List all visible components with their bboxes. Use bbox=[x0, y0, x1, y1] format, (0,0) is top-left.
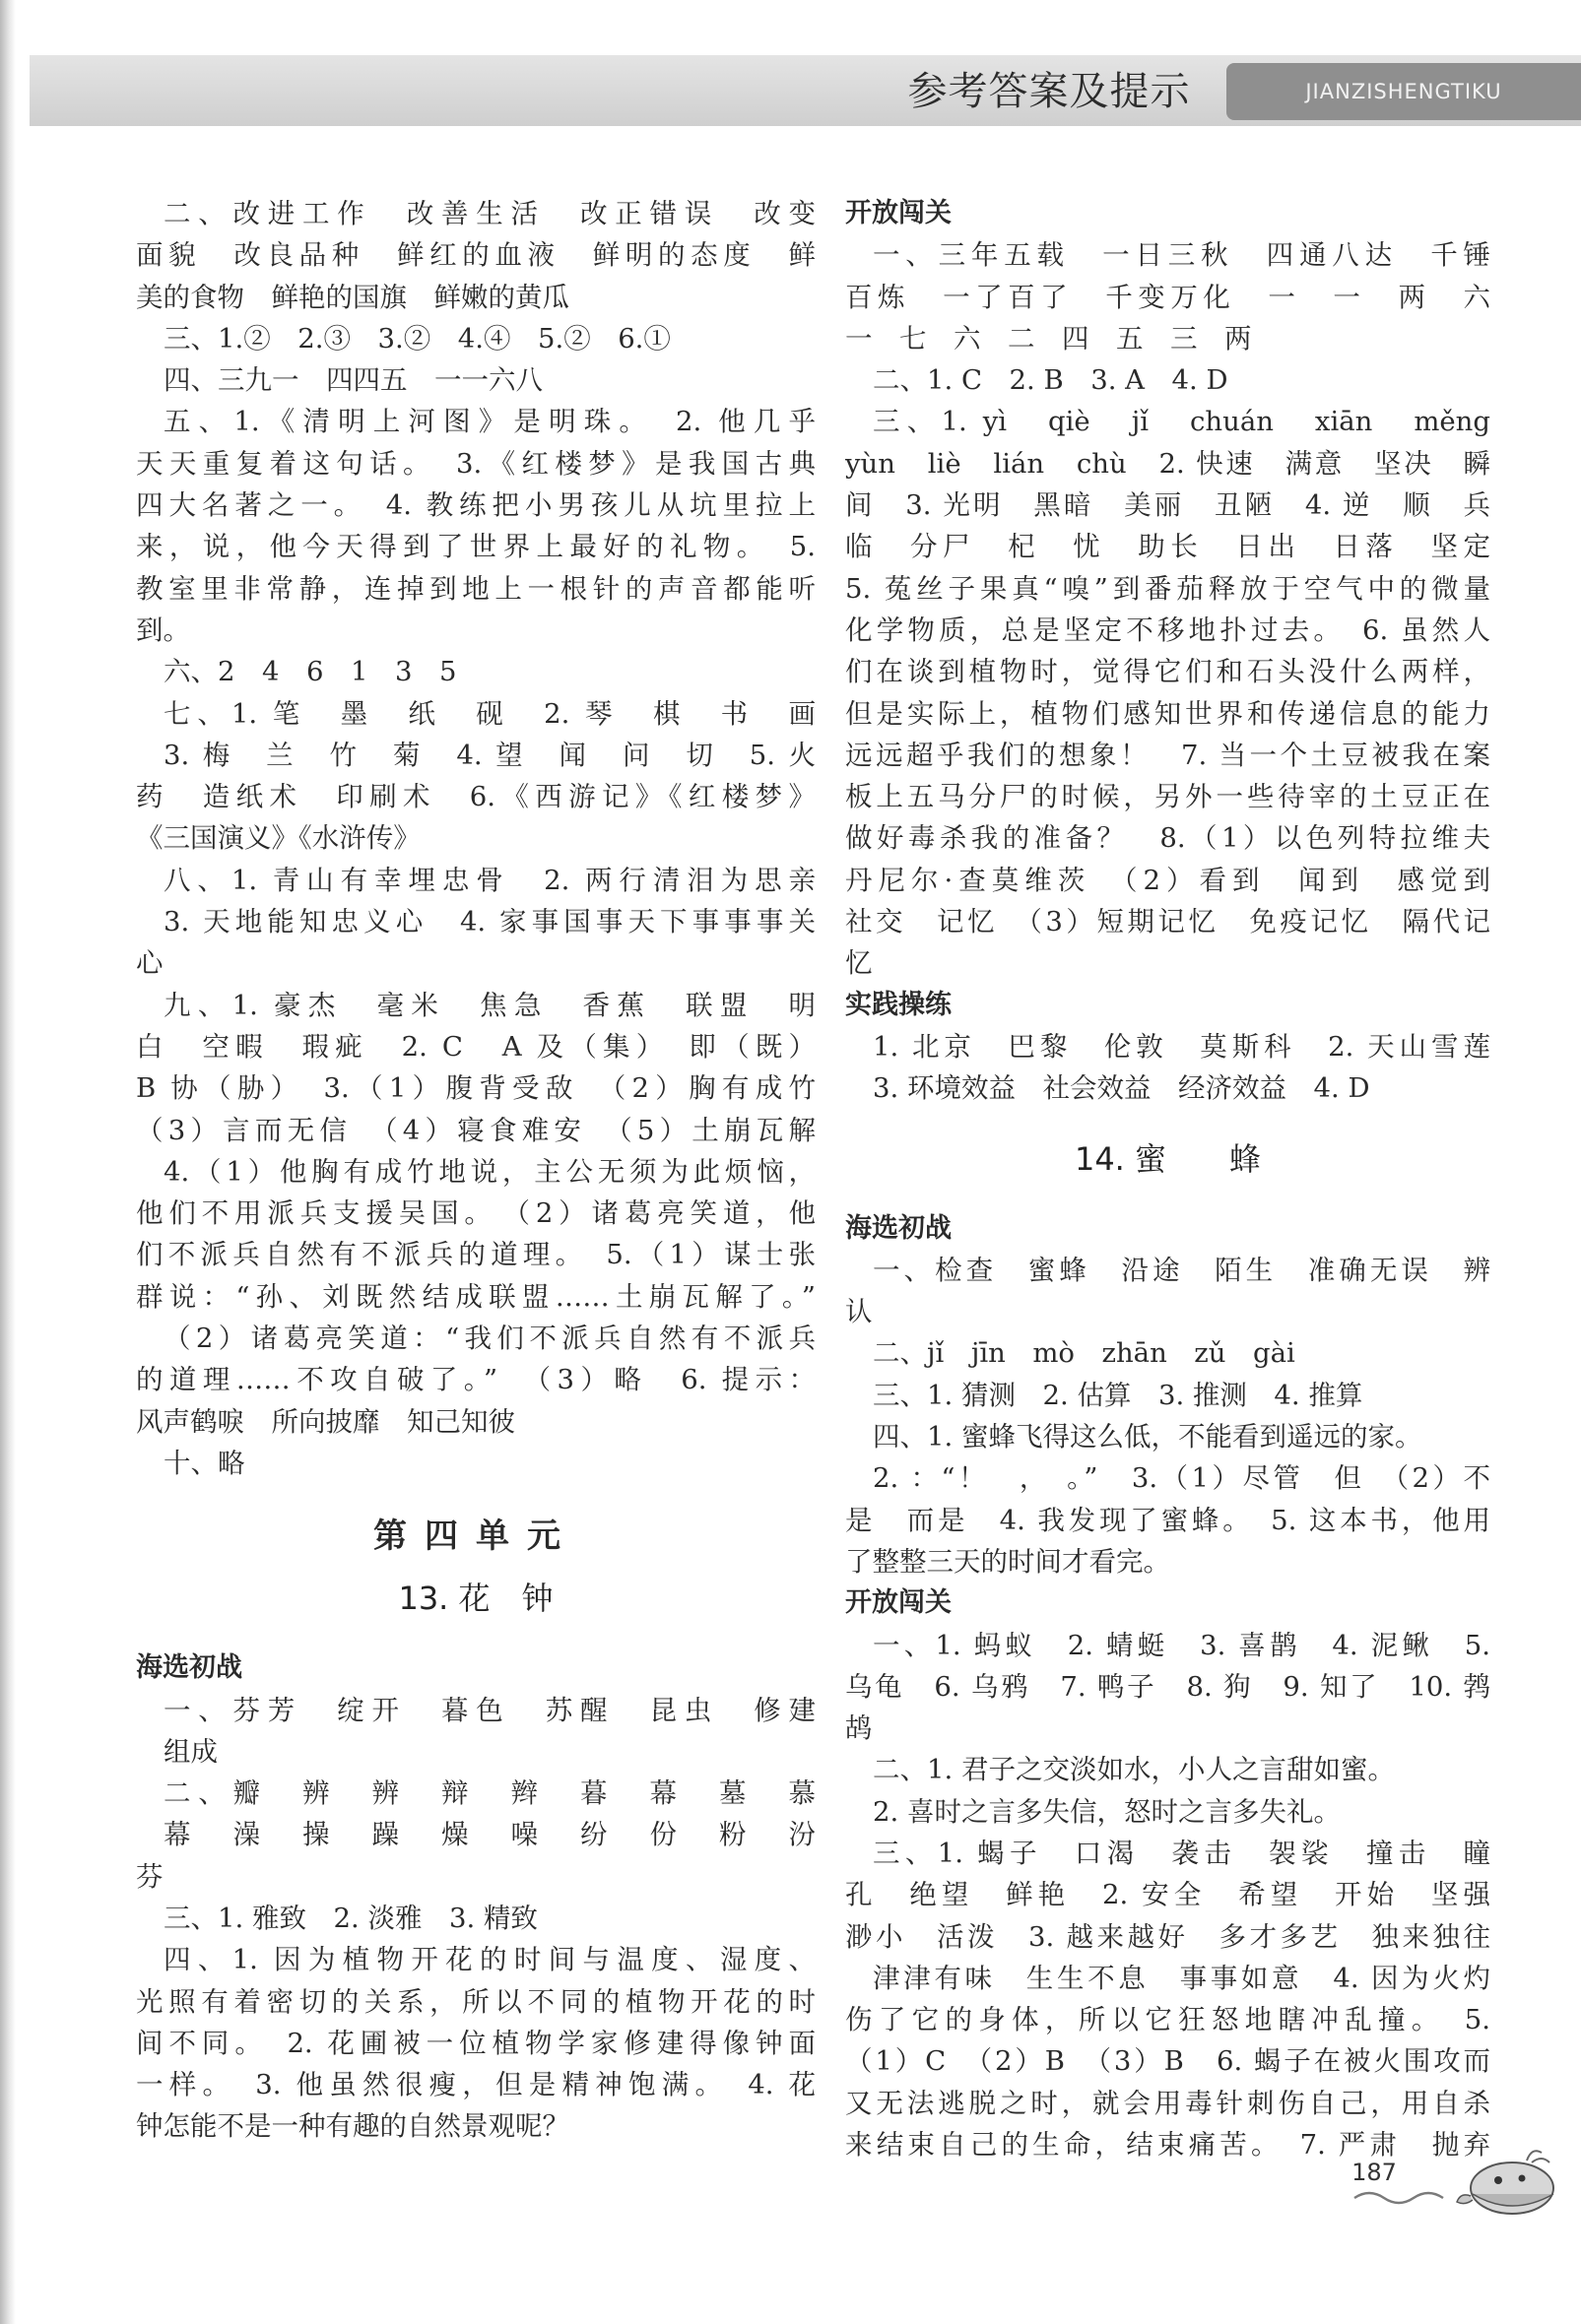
answer-line: 板上五马分尸的时候，另外一些待宰的土豆正在 bbox=[845, 781, 1490, 813]
answer-line: 组成 bbox=[164, 1735, 218, 1768]
answer-line: 津津有味 生生不息 事事如意 4. 因为火灼 bbox=[873, 1962, 1490, 1994]
answer-line: 二、1. C 2. B 3. A 4. D bbox=[873, 364, 1228, 397]
answer-line: 孔 绝望 鲜艳 2. 安全 希望 开始 坚强 bbox=[845, 1879, 1490, 1911]
answer-line: 幕 澡 操 躁 燥 噪 纷 份 粉 汾 bbox=[164, 1819, 816, 1851]
answer-line: 间 3. 光明 黑暗 美丽 丑陋 4. 逆 顺 兵 bbox=[845, 489, 1490, 522]
answer-line: 化学物质，总是坚定不移地扑过去。 6. 虽然人 bbox=[845, 613, 1490, 646]
answer-line: 二、改进工作 改善生活 改正错误 改变 bbox=[164, 198, 816, 229]
answer-line: 四、1. 蜜蜂飞得这么低，不能看到遥远的家。 bbox=[873, 1421, 1422, 1453]
answer-line: 远远超乎我们的想象！ 7. 当一个土豆被我在案 bbox=[845, 739, 1490, 771]
series-tag: JIANZISHENGTIKU bbox=[1226, 63, 1581, 120]
answer-line: 认 bbox=[845, 1296, 873, 1328]
page-number: 187 bbox=[1351, 2159, 1397, 2186]
answer-line: 心 bbox=[136, 947, 164, 980]
left-column bbox=[136, 193, 816, 2148]
answer-line: 2. ：“！ ， 。” 3.（1）尽管 但 （2）不 bbox=[873, 1462, 1490, 1495]
answer-line: 5. 菟丝子果真“嗅”到番茄释放于空气中的微量 bbox=[845, 572, 1490, 605]
answer-line: 来结束自己的生命，结束痛苦。 7. 严肃 抛弃 bbox=[845, 2129, 1490, 2162]
answer-line: 六、2 4 6 1 3 5 bbox=[164, 656, 457, 688]
answer-line: 了整整三天的时间才看完。 bbox=[845, 1545, 1170, 1578]
answer-line: 一样。 3. 他虽然很瘦，但是精神饱满。 4. 花 bbox=[136, 2069, 816, 2101]
answer-line: 十、略 bbox=[164, 1447, 245, 1479]
answer-line: 们在谈到植物时，觉得它们和石头没什么两样， bbox=[845, 656, 1490, 688]
answer-line: 八、1. 青山有幸埋忠骨 2. 两行清泪为思亲 bbox=[164, 864, 816, 896]
answer-line: 教室里非常静，连掉到地上一根针的声音都能听 bbox=[136, 572, 816, 605]
answer-line: 天天重复着这句话。 3.《红楼梦》是我国古典 bbox=[136, 447, 816, 480]
answer-line: （3）言而无信 （4）寝食难安 （5）土崩瓦解 bbox=[136, 1114, 816, 1146]
answer-line: 渺小 活泼 3. 越来越好 多才多艺 独来独往 bbox=[845, 1920, 1490, 1953]
answer-line: 《三国演义》《水浒传》 bbox=[136, 822, 421, 855]
answer-line: 群说：“孙、刘既然结成联盟……土崩瓦解了。” bbox=[136, 1280, 816, 1313]
answer-line: 钟怎能不是一种有趣的自然景观呢？ bbox=[136, 2110, 569, 2143]
answer-line: 4.（1）他胸有成竹地说，主公无须为此烦恼， bbox=[164, 1155, 816, 1188]
lesson-title: 13. 花 钟 bbox=[398, 1580, 554, 1618]
section-heading: 开放闯关 bbox=[845, 198, 952, 228]
answer-line: 光照有着密切的关系，所以不同的植物开花的时 bbox=[136, 1985, 816, 2018]
answer-line: 他们不用派兵支援吴国。 （2）诸葛亮笑道，他 bbox=[136, 1197, 816, 1230]
answer-line: 一、芬芳 绽开 暮色 苏醒 昆虫 修建 bbox=[164, 1694, 816, 1726]
answer-line: 药 造纸术 印刷术 6.《西游记》《红楼梦》 bbox=[136, 781, 816, 813]
answer-line: 社交 记忆 （3）短期记忆 免疫记忆 隔代记 bbox=[845, 906, 1490, 938]
section-heading: 实践操练 bbox=[845, 989, 952, 1020]
answer-line: 来，说，他今天得到了世界上最好的礼物。 5. bbox=[136, 531, 816, 563]
answer-line: 风声鹤唳 所向披靡 知己知彼 bbox=[136, 1405, 515, 1438]
answer-line: 二、1. 君子之交淡如水，小人之言甜如蜜。 bbox=[873, 1754, 1395, 1786]
section-heading: 海选初战 bbox=[845, 1212, 952, 1244]
answer-line: （2）诸葛亮笑道：“我们不派兵自然有不派兵 bbox=[164, 1323, 816, 1355]
unit-title: 第四单元 bbox=[373, 1517, 578, 1557]
answer-line: 四大名著之一。 4. 教练把小男孩儿从坑里拉上 bbox=[136, 489, 816, 522]
answer-line: 三、1. 猜测 2. 估算 3. 推测 4. 推算 bbox=[873, 1379, 1363, 1411]
answer-line: 四、1. 因为植物开花的时间与温度、湿度、 bbox=[164, 1944, 816, 1976]
answer-line: 面貌 改良品种 鲜红的血液 鲜明的态度 鲜 bbox=[136, 239, 816, 272]
answer-line: 三、1.② 2.③ 3.② 4.④ 5.② 6.① bbox=[164, 322, 671, 355]
answer-line: 一、三年五载 一日三秋 四通八达 千锤 bbox=[873, 239, 1490, 272]
answer-line: 3. 天地能知忠义心 4. 家事国事天下事事事关 bbox=[164, 906, 816, 938]
answer-line: 又无法逃脱之时，就会用毒针刺伤自己，用自杀 bbox=[845, 2087, 1490, 2119]
answer-line: 芬 bbox=[136, 1860, 164, 1893]
answer-line: B 协（胁） 3.（1）腹背受敌 （2）胸有成竹 bbox=[136, 1072, 816, 1105]
answer-line: 忆 bbox=[845, 947, 873, 980]
answer-line: 是 而是 4. 我发现了蜜蜂。 5. 这本书，他用 bbox=[845, 1504, 1490, 1536]
answer-line: 三、1. yì qiè jǐ chuán xiān měng bbox=[873, 406, 1490, 438]
answer-line: 白 空暇 瑕疵 2. C A 及（集） 即（既） bbox=[136, 1030, 816, 1063]
answer-line: 但是实际上，植物们感知世界和传递信息的能力 bbox=[845, 697, 1490, 730]
answer-line: 鸪 bbox=[845, 1712, 873, 1745]
page-binding-edge bbox=[0, 0, 16, 2324]
answer-line: 乌龟 6. 乌鸦 7. 鸭子 8. 狗 9. 知了 10. 鹁 bbox=[845, 1670, 1490, 1703]
answer-line: 做好毒杀我的准备？ 8.（1）以色列特拉维夫 bbox=[845, 822, 1490, 855]
section-heading: 开放闯关 bbox=[845, 1587, 952, 1619]
answer-line: 间不同。 2. 花圃被一位植物学家修建得像钟面 bbox=[136, 2027, 816, 2059]
answer-line: 七、1. 笔 墨 纸 砚 2. 琴 棋 书 画 bbox=[164, 697, 816, 730]
answer-line: 到。 bbox=[136, 613, 190, 646]
answer-line: 1. 北京 巴黎 伦敦 莫斯科 2. 天山雪莲 bbox=[873, 1030, 1490, 1063]
answer-line: 2. 喜时之言多失信，怒时之言多失礼。 bbox=[873, 1795, 1341, 1828]
section-heading: 海选初战 bbox=[136, 1652, 242, 1684]
lesson-title: 14. 蜜 蜂 bbox=[1074, 1139, 1262, 1178]
answer-line: 四、三九一 四四五 一一六八 bbox=[164, 364, 543, 397]
answer-line: 一、1. 蚂蚁 2. 蜻蜓 3. 喜鹊 4. 泥鳅 5. bbox=[873, 1629, 1490, 1661]
answer-line: 一 七 六 二 四 五 三 两 bbox=[845, 322, 1252, 355]
answer-line: 百炼 一了百了 千变万化 一 一 两 六 bbox=[845, 281, 1490, 313]
answer-line: 美的食物 鲜艳的国旗 鲜嫩的黄瓜 bbox=[136, 281, 569, 313]
answer-line: 三、1. 蝎子 口渴 袭击 袈裟 撞击 瞳 bbox=[873, 1837, 1490, 1869]
answer-line: 们不派兵自然有不派兵的道理。 5.（1）谋士张 bbox=[136, 1239, 816, 1271]
answer-line: 五、1.《清明上河图》是明珠。 2. 他几乎 bbox=[164, 406, 816, 438]
answer-line: yùn liè lián chù 2. 快速 满意 坚决 瞬 bbox=[845, 447, 1490, 480]
answer-line: 临 分尸 杞 忧 助长 日出 日落 坚定 bbox=[845, 531, 1490, 563]
answer-line: 的道理……不攻自破了。” （3）略 6. 提示： bbox=[136, 1364, 816, 1396]
answer-line: 九、1. 豪杰 毫米 焦急 香蕉 联盟 明 bbox=[164, 989, 816, 1021]
answer-line: 二、jǐ jīn mò zhān zǔ gài bbox=[873, 1337, 1295, 1370]
answer-line: 三、1. 雅致 2. 淡雅 3. 精致 bbox=[164, 1902, 538, 1934]
answer-line: 一、检查 蜜蜂 沿途 陌生 准确无误 辨 bbox=[873, 1254, 1490, 1286]
answer-line: 3. 环境效益 社会效益 经济效益 4. D bbox=[873, 1072, 1370, 1105]
answer-line: 3. 梅 兰 竹 菊 4. 望 闻 问 切 5. 火 bbox=[164, 739, 816, 771]
page-header-title: 参考答案及提示 bbox=[907, 69, 1191, 114]
answer-line: 丹尼尔·查莫维茨 （2）看到 闻到 感觉到 bbox=[845, 864, 1490, 896]
answer-line: 伤了它的身体，所以它狂怒地瞎冲乱撞。 5. bbox=[845, 2004, 1490, 2036]
answer-line: （1）C （2）B （3）B 6. 蝎子在被火围攻而 bbox=[845, 2045, 1490, 2078]
right-column bbox=[845, 193, 1490, 2165]
answer-line: 二、瓣 辨 辨 辩 辫 暮 幕 墓 慕 bbox=[164, 1777, 816, 1810]
